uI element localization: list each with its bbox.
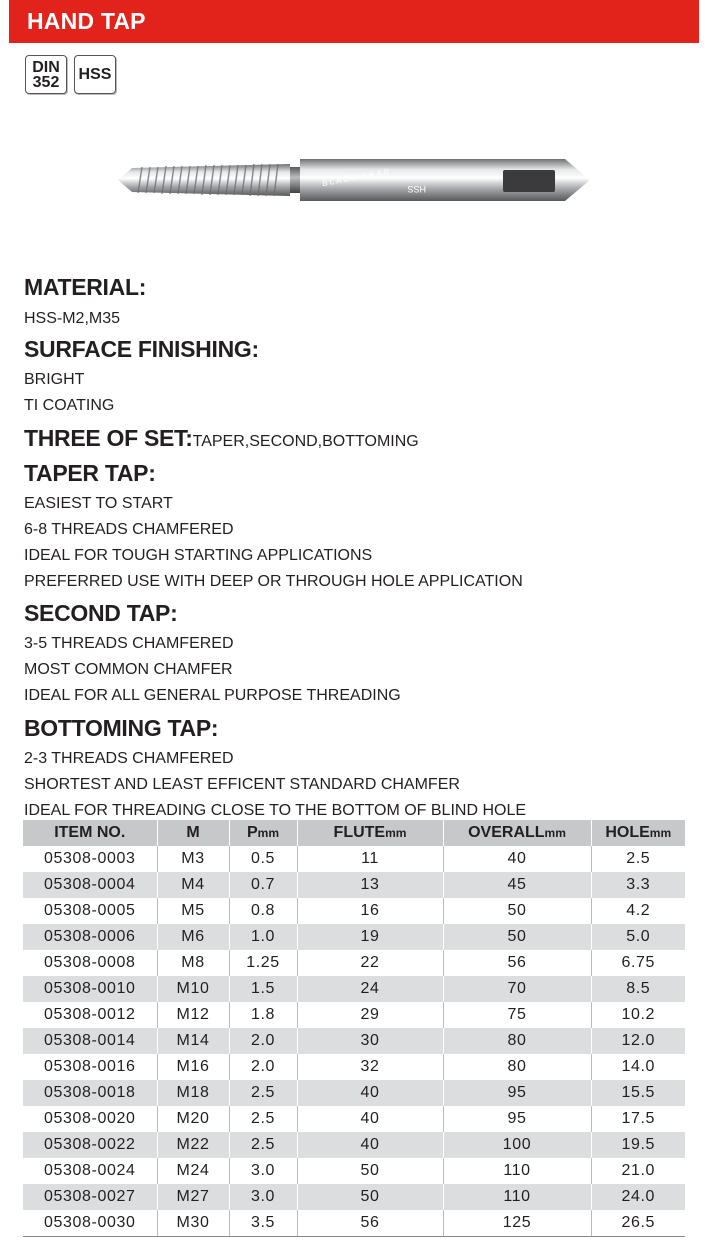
- cell-hole: 26.5: [591, 1210, 685, 1237]
- cell-flute: 19: [297, 924, 443, 950]
- table-row: [23, 898, 685, 924]
- cell-item-no: 05308-0016: [23, 1054, 157, 1080]
- cell-flute: 50: [297, 1184, 443, 1210]
- hand-tap-image: [110, 150, 600, 210]
- cell-overall: 50: [443, 898, 591, 924]
- cell-hole: 5.0: [591, 924, 685, 950]
- hss-material-badge: [74, 55, 116, 94]
- taper-line: PREFERRED USE WITH DEEP OR THROUGH HOLE APPLICATION: [24, 573, 523, 590]
- cell-hole: 17.5: [591, 1106, 685, 1132]
- cell-pitch: 3.0: [229, 1184, 297, 1210]
- col-header-flute: [297, 820, 443, 846]
- tap-grade-engraving: HSS: [407, 184, 426, 194]
- col-header-overall: [443, 820, 591, 846]
- cell-m: M14: [157, 1028, 229, 1054]
- cell-flute: 24: [297, 976, 443, 1002]
- table-row: [23, 976, 685, 1002]
- cell-m: M12: [157, 1002, 229, 1028]
- din-badge-line2: 352: [32, 73, 60, 91]
- second-heading: SECOND TAP:: [24, 600, 178, 626]
- flute-label: FLUTE: [333, 824, 386, 841]
- pitch-label: P: [246, 824, 258, 841]
- cell-m: M18: [157, 1080, 229, 1106]
- cell-m: M8: [157, 950, 229, 976]
- cell-item-no: 05308-0014: [23, 1028, 157, 1054]
- col-header-m: M: [157, 820, 229, 846]
- cell-flute: 32: [297, 1054, 443, 1080]
- flute-unit: mm: [385, 826, 407, 840]
- cell-item-no: 05308-0030: [23, 1210, 157, 1237]
- cell-hole: 19.5: [591, 1132, 685, 1158]
- cell-hole: 15.5: [591, 1080, 685, 1106]
- three-set-heading: [24, 425, 419, 452]
- cell-item-no: 05308-0012: [23, 1002, 157, 1028]
- col-header-pitch: [229, 820, 297, 846]
- cell-pitch: 3.0: [229, 1158, 297, 1184]
- cell-pitch: 2.5: [229, 1080, 297, 1106]
- cell-m: M24: [157, 1158, 229, 1184]
- table-row: [23, 924, 685, 950]
- bottoming-line: IDEAL FOR THREADING CLOSE TO THE BOTTOM OF BLIND HOLE: [24, 802, 527, 819]
- spec-table: [23, 820, 685, 1237]
- cell-item-no: 05308-0005: [23, 898, 157, 924]
- taper-line: IDEAL FOR TOUGH STARTING APPLICATIONS: [24, 547, 373, 564]
- cell-hole: 6.75: [591, 950, 685, 976]
- cell-flute: 40: [297, 1132, 443, 1158]
- cell-overall: 75: [443, 1002, 591, 1028]
- cell-item-no: 05308-0022: [23, 1132, 157, 1158]
- cell-overall: 56: [443, 950, 591, 976]
- cell-m: M20: [157, 1106, 229, 1132]
- cell-flute: 29: [297, 1002, 443, 1028]
- cell-flute: 40: [297, 1080, 443, 1106]
- cell-m: M22: [157, 1132, 229, 1158]
- cell-item-no: 05308-0020: [23, 1106, 157, 1132]
- page-title: HAND TAP: [27, 8, 146, 34]
- bottoming-line: 2-3 THREADS CHAMFERED: [24, 750, 234, 767]
- cell-overall: 80: [443, 1054, 591, 1080]
- second-line: MOST COMMON CHAMFER: [24, 661, 233, 678]
- table-row: [23, 1132, 685, 1158]
- cell-flute: 56: [297, 1210, 443, 1237]
- cell-flute: 30: [297, 1028, 443, 1054]
- material-heading: MATERIAL:: [24, 274, 147, 300]
- cell-pitch: 2.0: [229, 1054, 297, 1080]
- bottoming-line: SHORTEST AND LEAST EFFICENT STANDARD CHAMFER: [24, 776, 460, 793]
- cell-hole: 4.2: [591, 898, 685, 924]
- second-line: IDEAL FOR ALL GENERAL PURPOSE THREADING: [24, 687, 401, 704]
- cell-item-no: 05308-0010: [23, 976, 157, 1002]
- cell-item-no: 05308-0027: [23, 1184, 157, 1210]
- cell-pitch: 2.0: [229, 1028, 297, 1054]
- table-row: [23, 1054, 685, 1080]
- cell-hole: 2.5: [591, 846, 685, 872]
- cell-flute: 16: [297, 898, 443, 924]
- cell-hole: 14.0: [591, 1054, 685, 1080]
- cell-item-no: 05308-0003: [23, 846, 157, 872]
- tap-square-drive: [503, 170, 555, 192]
- cell-overall: 40: [443, 846, 591, 872]
- cell-pitch: 2.5: [229, 1106, 297, 1132]
- table-row: [23, 1158, 685, 1184]
- col-header-item-no: ITEM NO.: [23, 820, 157, 846]
- surface-heading: SURFACE FINISHING:: [24, 336, 259, 362]
- cell-m: M16: [157, 1054, 229, 1080]
- pitch-unit: mm: [257, 826, 279, 840]
- cell-flute: 11: [297, 846, 443, 872]
- cell-pitch: 1.8: [229, 1002, 297, 1028]
- cell-hole: 24.0: [591, 1184, 685, 1210]
- taper-line: 6-8 THREADS CHAMFERED: [24, 521, 234, 538]
- table-row: [23, 1210, 685, 1237]
- cell-item-no: 05308-0006: [23, 924, 157, 950]
- cell-overall: 110: [443, 1184, 591, 1210]
- cell-pitch: 0.7: [229, 872, 297, 898]
- col-header-hole: [591, 820, 685, 846]
- tap-engraving: BLACK BEAR: [321, 166, 393, 189]
- cell-item-no: 05308-0008: [23, 950, 157, 976]
- overall-unit: mm: [544, 826, 566, 840]
- cell-m: M10: [157, 976, 229, 1002]
- title-bar: [9, 0, 699, 43]
- table-row: [23, 1002, 685, 1028]
- cell-hole: 12.0: [591, 1028, 685, 1054]
- cell-hole: 10.2: [591, 1002, 685, 1028]
- table-row: [23, 1028, 685, 1054]
- cell-overall: 125: [443, 1210, 591, 1237]
- taper-line: EASIEST TO START: [24, 495, 173, 512]
- cell-overall: 110: [443, 1158, 591, 1184]
- table-row: [23, 1080, 685, 1106]
- table-row: [23, 846, 685, 872]
- cell-overall: 95: [443, 1106, 591, 1132]
- cell-flute: 50: [297, 1158, 443, 1184]
- din-badge-line1: DIN: [32, 58, 60, 76]
- cell-hole: 8.5: [591, 976, 685, 1002]
- cell-m: M30: [157, 1210, 229, 1237]
- cell-pitch: 0.8: [229, 898, 297, 924]
- cell-overall: 70: [443, 976, 591, 1002]
- surface-line: BRIGHT: [24, 371, 85, 388]
- three-set-label: THREE OF SET:: [24, 425, 193, 451]
- hole-label: HOLE: [605, 824, 650, 841]
- table-header-row: [23, 820, 685, 846]
- table-row: [23, 1184, 685, 1210]
- cell-m: M5: [157, 898, 229, 924]
- tap-neck: [290, 167, 300, 193]
- cell-hole: 3.3: [591, 872, 685, 898]
- table-row: [23, 872, 685, 898]
- cell-flute: 22: [297, 950, 443, 976]
- overall-label: OVERALL: [468, 824, 545, 841]
- cell-overall: 45: [443, 872, 591, 898]
- cell-pitch: 3.5: [229, 1210, 297, 1237]
- cell-pitch: 0.5: [229, 846, 297, 872]
- hole-unit: mm: [649, 826, 672, 840]
- material-line: HSS-M2,M35: [24, 310, 121, 327]
- table-row: [23, 950, 685, 976]
- cell-item-no: 05308-0024: [23, 1158, 157, 1184]
- table-body: [23, 846, 685, 1237]
- cell-item-no: 05308-0018: [23, 1080, 157, 1106]
- cell-overall: 80: [443, 1028, 591, 1054]
- cell-m: M3: [157, 846, 229, 872]
- taper-heading: TAPER TAP:: [24, 460, 156, 486]
- cell-item-no: 05308-0004: [23, 872, 157, 898]
- three-set-value: TAPER,SECOND,BOTTOMING: [192, 433, 419, 450]
- second-line: 3-5 THREADS CHAMFERED: [24, 635, 234, 652]
- cell-m: M27: [157, 1184, 229, 1210]
- table-row: [23, 1106, 685, 1132]
- bottoming-heading: BOTTOMING TAP:: [24, 715, 219, 741]
- cell-pitch: 2.5: [229, 1132, 297, 1158]
- cell-pitch: 1.0: [229, 924, 297, 950]
- cell-pitch: 1.5: [229, 976, 297, 1002]
- cell-overall: 100: [443, 1132, 591, 1158]
- cell-overall: 95: [443, 1080, 591, 1106]
- hss-badge-label: HSS: [78, 66, 112, 83]
- cell-hole: 21.0: [591, 1158, 685, 1184]
- surface-line: TI COATING: [24, 397, 115, 414]
- cell-m: M4: [157, 872, 229, 898]
- din-standard-badge: [25, 55, 67, 94]
- cell-flute: 40: [297, 1106, 443, 1132]
- tap-end-point: [565, 159, 590, 201]
- cell-flute: 13: [297, 872, 443, 898]
- cell-overall: 50: [443, 924, 591, 950]
- cell-pitch: 1.25: [229, 950, 297, 976]
- cell-m: M6: [157, 924, 229, 950]
